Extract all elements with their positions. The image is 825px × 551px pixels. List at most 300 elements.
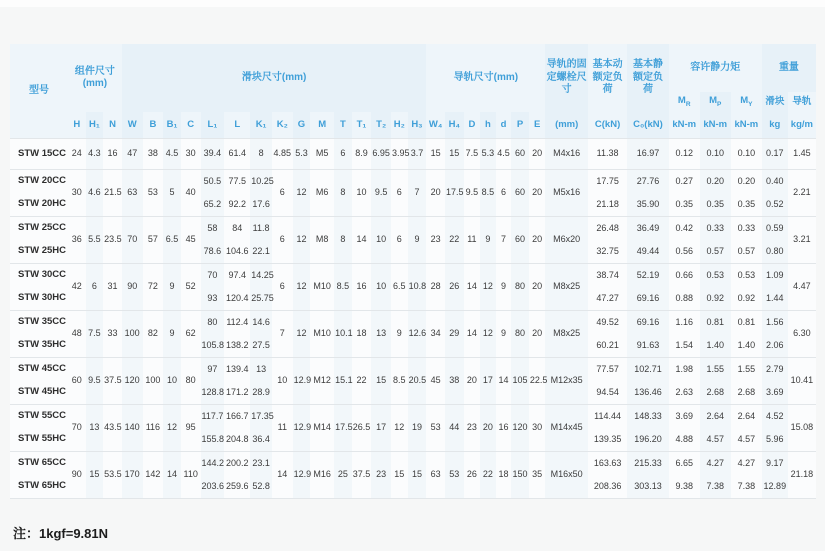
rating-cell: 2.06: [766, 339, 784, 350]
shared-dim-cell: 20: [529, 139, 546, 170]
rating-cell: 0.53: [700, 264, 731, 288]
model-cell: STW 45HC: [18, 386, 67, 398]
block-dim-cell: 259.6: [226, 480, 249, 491]
rating-cell: 26.48: [588, 217, 627, 241]
col-header-bolt: 导轨的固定螺栓尺寸: [545, 44, 587, 112]
rail-weight-cell: 15.08: [788, 405, 816, 452]
shared-dim-cell: 6: [272, 170, 293, 217]
spec-row: [10, 170, 816, 194]
spec-table-body: [10, 139, 816, 499]
col-header-symbol: T₂: [371, 112, 391, 139]
shared-dim-cell: 10: [371, 217, 391, 264]
shared-dim-cell: 9.5: [86, 358, 104, 405]
block-dim-cell: 80: [201, 311, 225, 335]
rating-cell: 0.42: [669, 217, 700, 241]
shared-dim-cell: 15: [371, 358, 391, 405]
block-dim-cell: 104.6: [226, 245, 249, 256]
col-header-static-load: 基本静额定负荷: [627, 44, 668, 112]
rating-cell: 4.88: [675, 433, 693, 444]
col-header-symbol: kg/m: [788, 112, 816, 139]
shared-dim-cell: 14: [352, 217, 372, 264]
rating-cell: 49.44: [636, 245, 660, 256]
model-cell: STW 65HC: [18, 480, 67, 492]
shared-dim-cell: 80: [511, 264, 529, 311]
shared-dim-cell: 12: [293, 217, 311, 264]
rating-cell: 0.59: [762, 217, 788, 241]
shared-dim-cell: 120: [122, 358, 143, 405]
shared-dim-cell: 4.85: [272, 139, 293, 170]
rating-cell: 4.52: [762, 405, 788, 429]
shared-dim-cell: M10: [310, 311, 334, 358]
block-dim-cell: 23.1: [250, 452, 272, 476]
rating-cell: 215.33: [627, 452, 668, 476]
block-dim-cell: 155.8: [201, 433, 225, 444]
block-dim-cell: 112.4: [224, 311, 250, 335]
shared-dim-cell: M5x16: [545, 170, 587, 217]
shared-dim-cell: 82: [143, 311, 164, 358]
rail-weight-cell: 3.21: [788, 217, 816, 264]
shared-dim-cell: 6: [334, 139, 352, 170]
model-cell: STW 35CC: [10, 311, 68, 335]
rating-cell: 0.92: [737, 292, 756, 303]
shared-dim-cell: 45: [181, 217, 201, 264]
rating-cell: 2.79: [762, 358, 788, 382]
rating-cell: 3.69: [766, 386, 784, 397]
shared-dim-cell: 90: [68, 452, 86, 499]
col-header-symbol: C(kN): [588, 112, 627, 139]
shared-dim-cell: 23.5: [103, 217, 122, 264]
shared-dim-cell: M16x50: [545, 452, 587, 499]
rating-cell: 16.97: [627, 139, 668, 170]
shared-dim-cell: 16: [352, 264, 372, 311]
rating-cell: 4.57: [737, 433, 756, 444]
block-dim-cell: 22.1: [252, 245, 270, 256]
block-dim-cell: 52.8: [252, 480, 270, 491]
shared-dim-cell: 5: [163, 170, 181, 217]
shared-dim-cell: 23: [371, 452, 391, 499]
spec-row: [10, 452, 816, 476]
block-dim-cell: 138.2: [226, 339, 249, 350]
col-header-symbol: kN-m: [700, 112, 731, 139]
shared-dim-cell: 43.5: [103, 405, 122, 452]
block-dim-cell: 39.4: [201, 139, 225, 170]
block-dim-cell: 61.4: [224, 139, 250, 170]
shared-dim-cell: 62: [181, 311, 201, 358]
shared-dim-cell: M12: [310, 358, 334, 405]
col-header-symbol: M: [310, 112, 334, 139]
rating-cell: 36.49: [627, 217, 668, 241]
col-header-symbol: H₂: [391, 112, 408, 139]
block-dim-cell: 78.6: [203, 245, 222, 256]
shared-dim-cell: 13: [371, 311, 391, 358]
shared-dim-cell: 12: [480, 311, 496, 358]
rating-cell: 69.16: [627, 311, 668, 335]
shared-dim-cell: 9: [496, 264, 512, 311]
rating-cell: 208.36: [593, 480, 622, 491]
block-dim-cell: 10.25: [250, 170, 272, 194]
rating-cell: 4.57: [706, 433, 725, 444]
shared-dim-cell: M14: [310, 405, 334, 452]
shared-dim-cell: 53: [445, 452, 464, 499]
rating-cell: 7.38: [737, 480, 756, 491]
shared-dim-cell: 9: [391, 311, 408, 358]
rating-cell: 0.81: [700, 311, 731, 335]
col-header-block-dims: 滑块尺寸(mm): [122, 44, 426, 112]
shared-dim-cell: 20: [529, 311, 546, 358]
shared-dim-cell: 23: [464, 405, 481, 452]
col-header-symbol: K₂: [272, 112, 293, 139]
shared-dim-cell: 10: [371, 264, 391, 311]
shared-dim-cell: M8x25: [545, 264, 587, 311]
shared-dim-cell: 15.1: [334, 358, 352, 405]
rating-cell: 196.20: [634, 433, 662, 444]
shared-dim-cell: 12: [480, 264, 496, 311]
block-dim-cell: 8: [250, 139, 272, 170]
rating-cell: 2.63: [675, 386, 693, 397]
shared-dim-cell: 31: [103, 264, 122, 311]
shared-dim-cell: 37.5: [352, 452, 372, 499]
rating-cell: 0.27: [669, 170, 700, 194]
rating-cell: 163.63: [588, 452, 627, 476]
shared-dim-cell: 21.5: [103, 170, 122, 217]
rail-weight-cell: 1.45: [788, 139, 816, 170]
shared-dim-cell: 29: [445, 311, 464, 358]
shared-dim-cell: 3.95: [391, 139, 408, 170]
model-cell: STW 25HC: [18, 245, 67, 257]
block-dim-cell: 14.6: [250, 311, 272, 335]
shared-dim-cell: M16: [310, 452, 334, 499]
col-header-symbol: K₁: [250, 112, 272, 139]
rating-cell: 2.68: [706, 386, 725, 397]
block-dim-cell: 17.6: [252, 198, 270, 209]
spec-table-wrapper: [10, 44, 816, 499]
shared-dim-cell: 28: [426, 264, 445, 311]
block-dim-cell: 171.2: [226, 386, 249, 397]
rating-cell: 1.55: [731, 358, 762, 382]
block-dim-cell: 36.4: [252, 433, 270, 444]
shared-dim-cell: 9.5: [371, 170, 391, 217]
shared-dim-cell: 19: [408, 405, 427, 452]
col-header-symbol: d: [496, 112, 512, 139]
spec-row: [10, 405, 816, 429]
model-cell: STW 35HC: [18, 339, 67, 351]
rating-cell: 0.52: [766, 198, 784, 209]
rating-cell: 0.35: [706, 198, 725, 209]
rating-cell: 0.10: [700, 139, 731, 170]
shared-dim-cell: 20: [529, 170, 546, 217]
rating-cell: 47.27: [596, 292, 619, 303]
rating-cell: 49.52: [588, 311, 627, 335]
shared-dim-cell: 24: [68, 139, 86, 170]
shared-dim-cell: 4.5: [496, 139, 512, 170]
shared-dim-cell: 3.7: [408, 139, 427, 170]
rating-cell: 1.40: [706, 339, 725, 350]
rating-cell: 0.33: [731, 217, 762, 241]
shared-dim-cell: 12: [293, 311, 311, 358]
block-dim-cell: 203.6: [201, 480, 225, 491]
shared-dim-cell: 63: [122, 170, 143, 217]
shared-dim-cell: M10: [310, 264, 334, 311]
rating-cell: 69.16: [636, 292, 660, 303]
col-header-symbol: G: [293, 112, 311, 139]
shared-dim-cell: 52: [181, 264, 201, 311]
block-dim-cell: 58: [201, 217, 225, 241]
col-header-symbol: C: [181, 112, 201, 139]
shared-dim-cell: 12: [293, 170, 311, 217]
model-cell: STW 65CC: [10, 452, 68, 476]
rating-cell: 0.20: [731, 170, 762, 194]
col-header-symbol: kN-m: [669, 112, 700, 139]
rating-cell: 0.80: [766, 245, 784, 256]
rating-cell: 1.44: [766, 292, 784, 303]
shared-dim-cell: 10.8: [408, 264, 427, 311]
rating-cell: 9.38: [675, 480, 693, 491]
shared-dim-cell: 6: [272, 264, 293, 311]
shared-dim-cell: 150: [511, 452, 529, 499]
rating-cell: 17.75: [588, 170, 627, 194]
rating-cell: 2.64: [700, 405, 731, 429]
shared-dim-cell: 116: [143, 405, 164, 452]
model-cell: STW 45CC: [10, 358, 68, 382]
model-cell: STW 20CC: [10, 170, 68, 194]
shared-dim-cell: 14: [464, 311, 481, 358]
col-header-symbol: W: [122, 112, 143, 139]
shared-dim-cell: 170: [122, 452, 143, 499]
shared-dim-cell: 38: [445, 358, 464, 405]
shared-dim-cell: 10: [163, 358, 181, 405]
shared-dim-cell: 20.5: [408, 358, 427, 405]
rating-cell: 1.09: [762, 264, 788, 288]
rating-cell: 139.35: [593, 433, 622, 444]
shared-dim-cell: 12: [391, 405, 408, 452]
shared-dim-cell: 70: [122, 217, 143, 264]
shared-dim-cell: 12: [163, 405, 181, 452]
block-dim-cell: 139.4: [224, 358, 250, 382]
rating-cell: 1.55: [700, 358, 731, 382]
rating-cell: 1.54: [675, 339, 693, 350]
rating-cell: 136.46: [634, 386, 662, 397]
shared-dim-cell: 12.9: [293, 405, 311, 452]
col-header-symbol: B: [143, 112, 164, 139]
shared-dim-cell: 90: [122, 264, 143, 311]
col-header-symbol: L₁: [201, 112, 225, 139]
shared-dim-cell: M4x16: [545, 139, 587, 170]
shared-dim-cell: 105: [511, 358, 529, 405]
rating-cell: 0.40: [762, 170, 788, 194]
block-dim-cell: 200.2: [224, 452, 250, 476]
block-dim-cell: 128.8: [201, 386, 225, 397]
block-dim-cell: 105.8: [201, 339, 225, 350]
shared-dim-cell: 5.5: [86, 217, 104, 264]
block-dim-cell: 144.2: [201, 452, 225, 476]
rating-cell: 21.18: [596, 198, 619, 209]
block-dim-cell: 93: [207, 292, 218, 303]
rating-cell: 0.81: [731, 311, 762, 335]
shared-dim-cell: 20: [426, 170, 445, 217]
shared-dim-cell: 140: [122, 405, 143, 452]
col-header-symbol: H₃: [408, 112, 427, 139]
rating-cell: 1.40: [737, 339, 756, 350]
rating-cell: 0.17: [762, 139, 788, 170]
spec-table: [10, 44, 816, 499]
shared-dim-cell: 9.5: [464, 170, 481, 217]
shared-dim-cell: 7: [496, 217, 512, 264]
shared-dim-cell: 7: [272, 311, 293, 358]
rating-cell: 91.63: [636, 339, 660, 350]
shared-dim-cell: 26: [464, 452, 481, 499]
shared-dim-cell: 30: [68, 170, 86, 217]
col-header-static-moment: 容许静力矩: [669, 44, 762, 92]
rating-cell: 0.33: [700, 217, 731, 241]
shared-dim-cell: 36: [68, 217, 86, 264]
top-strip: [0, 0, 825, 7]
shared-dim-cell: M6: [310, 170, 334, 217]
shared-dim-cell: 9: [163, 264, 181, 311]
col-header-symbol: N: [103, 112, 122, 139]
shared-dim-cell: 17: [480, 358, 496, 405]
col-header-moment-p: $M_P$: [700, 92, 731, 112]
shared-dim-cell: 9: [163, 311, 181, 358]
shared-dim-cell: 14: [163, 452, 181, 499]
col-header-symbol: H₁: [86, 112, 104, 139]
block-dim-cell: 97.4: [224, 264, 250, 288]
shared-dim-cell: 30: [181, 139, 201, 170]
shared-dim-cell: 38: [143, 139, 164, 170]
rating-cell: 38.74: [588, 264, 627, 288]
rating-cell: 52.19: [627, 264, 668, 288]
shared-dim-cell: 14: [272, 452, 293, 499]
rating-cell: 2.68: [737, 386, 756, 397]
shared-dim-cell: 15: [408, 452, 427, 499]
col-header-dynamic-load: 基本动额定负荷: [588, 44, 627, 112]
shared-dim-cell: 26.5: [352, 405, 372, 452]
shared-dim-cell: 8.5: [480, 170, 496, 217]
block-dim-cell: 65.2: [203, 198, 222, 209]
shared-dim-cell: 33: [103, 311, 122, 358]
shared-dim-cell: 60: [511, 139, 529, 170]
rating-cell: 1.98: [669, 358, 700, 382]
col-header-symbol: D: [464, 112, 481, 139]
spec-row: [10, 139, 816, 170]
rating-cell: 102.71: [627, 358, 668, 382]
col-header-symbol: P: [511, 112, 529, 139]
shared-dim-cell: 5.3: [293, 139, 311, 170]
shared-dim-cell: 22: [445, 217, 464, 264]
shared-dim-cell: 120: [511, 405, 529, 452]
shared-dim-cell: 9: [408, 217, 427, 264]
block-dim-cell: 97: [201, 358, 225, 382]
block-dim-cell: 13: [250, 358, 272, 382]
model-cell: STW 30CC: [10, 264, 68, 288]
shared-dim-cell: 6: [391, 170, 408, 217]
shared-dim-cell: 12.9: [293, 358, 311, 405]
shared-dim-cell: 22: [352, 358, 372, 405]
shared-dim-cell: 26: [445, 264, 464, 311]
shared-dim-cell: 11: [464, 217, 481, 264]
shared-dim-cell: 53: [143, 170, 164, 217]
shared-dim-cell: 11: [272, 405, 293, 452]
rating-cell: 1.16: [669, 311, 700, 335]
shared-dim-cell: 17: [371, 405, 391, 452]
shared-dim-cell: 95: [181, 405, 201, 452]
shared-dim-cell: 142: [143, 452, 164, 499]
col-header-symbol: W₄: [426, 112, 445, 139]
rating-cell: 0.53: [731, 264, 762, 288]
block-dim-cell: 92.2: [228, 198, 247, 209]
shared-dim-cell: 6: [391, 217, 408, 264]
shared-dim-cell: 34: [426, 311, 445, 358]
footnote: 注：1kgf=9.81N: [13, 526, 109, 541]
rating-cell: 11.38: [588, 139, 627, 170]
shared-dim-cell: M8: [310, 217, 334, 264]
rating-cell: 0.20: [700, 170, 731, 194]
header-row-groups: [10, 44, 816, 92]
shared-dim-cell: M12x35: [545, 358, 587, 405]
block-dim-cell: 27.5: [252, 339, 270, 350]
shared-dim-cell: 100: [143, 358, 164, 405]
shared-dim-cell: 6.95: [371, 139, 391, 170]
rating-cell: 0.35: [675, 198, 693, 209]
rating-cell: 94.54: [596, 386, 619, 397]
col-header-symbol: kN-m: [731, 112, 762, 139]
col-header-rail-weight: 导轨: [788, 92, 816, 112]
block-dim-cell: 11.8: [250, 217, 272, 241]
col-header-moment-y: $M_Y$: [731, 92, 762, 112]
shared-dim-cell: 47: [122, 139, 143, 170]
shared-dim-cell: 53: [426, 405, 445, 452]
shared-dim-cell: 22: [480, 452, 496, 499]
shared-dim-cell: 63: [426, 452, 445, 499]
shared-dim-cell: 30: [529, 405, 546, 452]
shared-dim-cell: 35: [529, 452, 546, 499]
rating-cell: 3.69: [669, 405, 700, 429]
shared-dim-cell: 60: [511, 170, 529, 217]
shared-dim-cell: 60: [68, 358, 86, 405]
rating-cell: 77.57: [588, 358, 627, 382]
shared-dim-cell: 10: [352, 170, 372, 217]
col-header-symbol: kg: [762, 112, 788, 139]
shared-dim-cell: 20: [529, 217, 546, 264]
shared-dim-cell: 8: [334, 170, 352, 217]
col-header-symbol: (mm): [545, 112, 587, 139]
rating-cell: 32.75: [596, 245, 619, 256]
shared-dim-cell: 70: [68, 405, 86, 452]
rating-cell: 6.65: [669, 452, 700, 476]
shared-dim-cell: 12.6: [408, 311, 427, 358]
block-dim-cell: 77.5: [224, 170, 250, 194]
model-cell: STW 30HC: [18, 292, 67, 304]
shared-dim-cell: 72: [143, 264, 164, 311]
shared-dim-cell: 10: [272, 358, 293, 405]
block-dim-cell: 120.4: [226, 292, 249, 303]
rating-cell: 148.33: [627, 405, 668, 429]
rating-cell: 0.92: [706, 292, 725, 303]
shared-dim-cell: 9: [480, 217, 496, 264]
shared-dim-cell: 14: [464, 264, 481, 311]
col-header-rail-dims: 导轨尺寸(mm): [426, 44, 545, 112]
shared-dim-cell: M6x20: [545, 217, 587, 264]
shared-dim-cell: M8x25: [545, 311, 587, 358]
rating-cell: 27.76: [627, 170, 668, 194]
shared-dim-cell: 45: [426, 358, 445, 405]
shared-dim-cell: 4.6: [86, 170, 104, 217]
shared-dim-cell: 15: [426, 139, 445, 170]
shared-dim-cell: 9: [496, 311, 512, 358]
shared-dim-cell: 7.5: [86, 311, 104, 358]
col-header-symbol: H₄: [445, 112, 464, 139]
col-header-symbol: h: [480, 112, 496, 139]
rating-cell: 9.17: [762, 452, 788, 476]
